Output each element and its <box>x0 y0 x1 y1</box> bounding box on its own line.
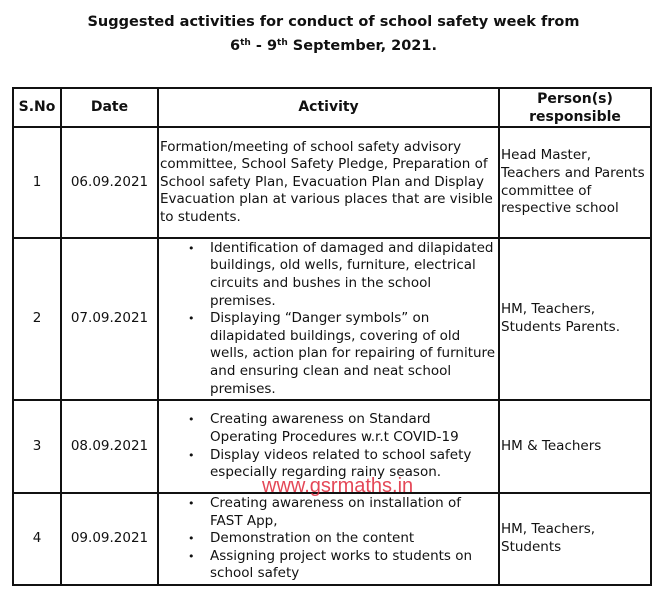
header-date: Date <box>61 88 158 127</box>
cell-person: Head Master, Teachers and Parents committee of respective school <box>499 127 651 238</box>
cell-sno: 4 <box>13 493 61 585</box>
activity-list <box>160 240 497 398</box>
cell-person: HM, Teachers, Students Parents. <box>499 238 651 400</box>
header-sno: S.No <box>13 88 61 127</box>
table-header-row <box>13 88 651 127</box>
cell-sno: 2 <box>13 238 61 400</box>
cell-date: 06.09.2021 <box>61 127 158 238</box>
cell-date: 09.09.2021 <box>61 493 158 585</box>
cell-sno: 1 <box>13 127 61 238</box>
table-row <box>13 493 651 585</box>
table-row <box>13 238 651 400</box>
cell-activity: Formation/meeting of school safety advisory committee, School Safety Pledge, Preparation of School safety Plan, Evacuation Plan and Display Evacuation plan at various places that are visible to students. <box>158 127 499 238</box>
cell-person: HM, Teachers, Students <box>499 493 651 585</box>
activity-item: • Identification of damaged and dilapidated buildings, old wells, furniture, electrical circuits and bushes in the school premises. <box>210 240 497 310</box>
activity-item: • Demonstration on the content <box>210 530 497 548</box>
activity-item: • Display videos related to school safety especially regarding rainy season. <box>210 447 497 482</box>
title-line-2: 6th - 9th September, 2021. <box>230 38 437 54</box>
table-row <box>13 127 651 238</box>
cell-activity <box>158 238 499 400</box>
activities-table <box>12 87 652 586</box>
activity-list <box>160 411 497 481</box>
activity-item: • Creating awareness on Standard Operating Procedures w.r.t COVID-19 <box>210 411 497 446</box>
activity-list <box>160 495 497 583</box>
title-line-1: Suggested activities for conduct of school safety week from <box>87 14 580 30</box>
cell-person: HM & Teachers <box>499 400 651 493</box>
activity-item: • Displaying “Danger symbols” on dilapidated buildings, covering of old wells, action plan for repairing of furniture and ensuring clean and neat school premises. <box>210 310 497 398</box>
header-person: Person(s) responsible <box>499 88 651 127</box>
cell-sno: 3 <box>13 400 61 493</box>
cell-date: 08.09.2021 <box>61 400 158 493</box>
cell-activity <box>158 493 499 585</box>
header-activity: Activity <box>158 88 499 127</box>
document-title <box>0 12 667 57</box>
activity-item: • Assigning project works to students on school safety <box>210 548 497 583</box>
activity-item: • Creating awareness on installation of FAST App, <box>210 495 497 530</box>
watermark-link: www.gsrmaths.in <box>262 475 414 497</box>
cell-date: 07.09.2021 <box>61 238 158 400</box>
